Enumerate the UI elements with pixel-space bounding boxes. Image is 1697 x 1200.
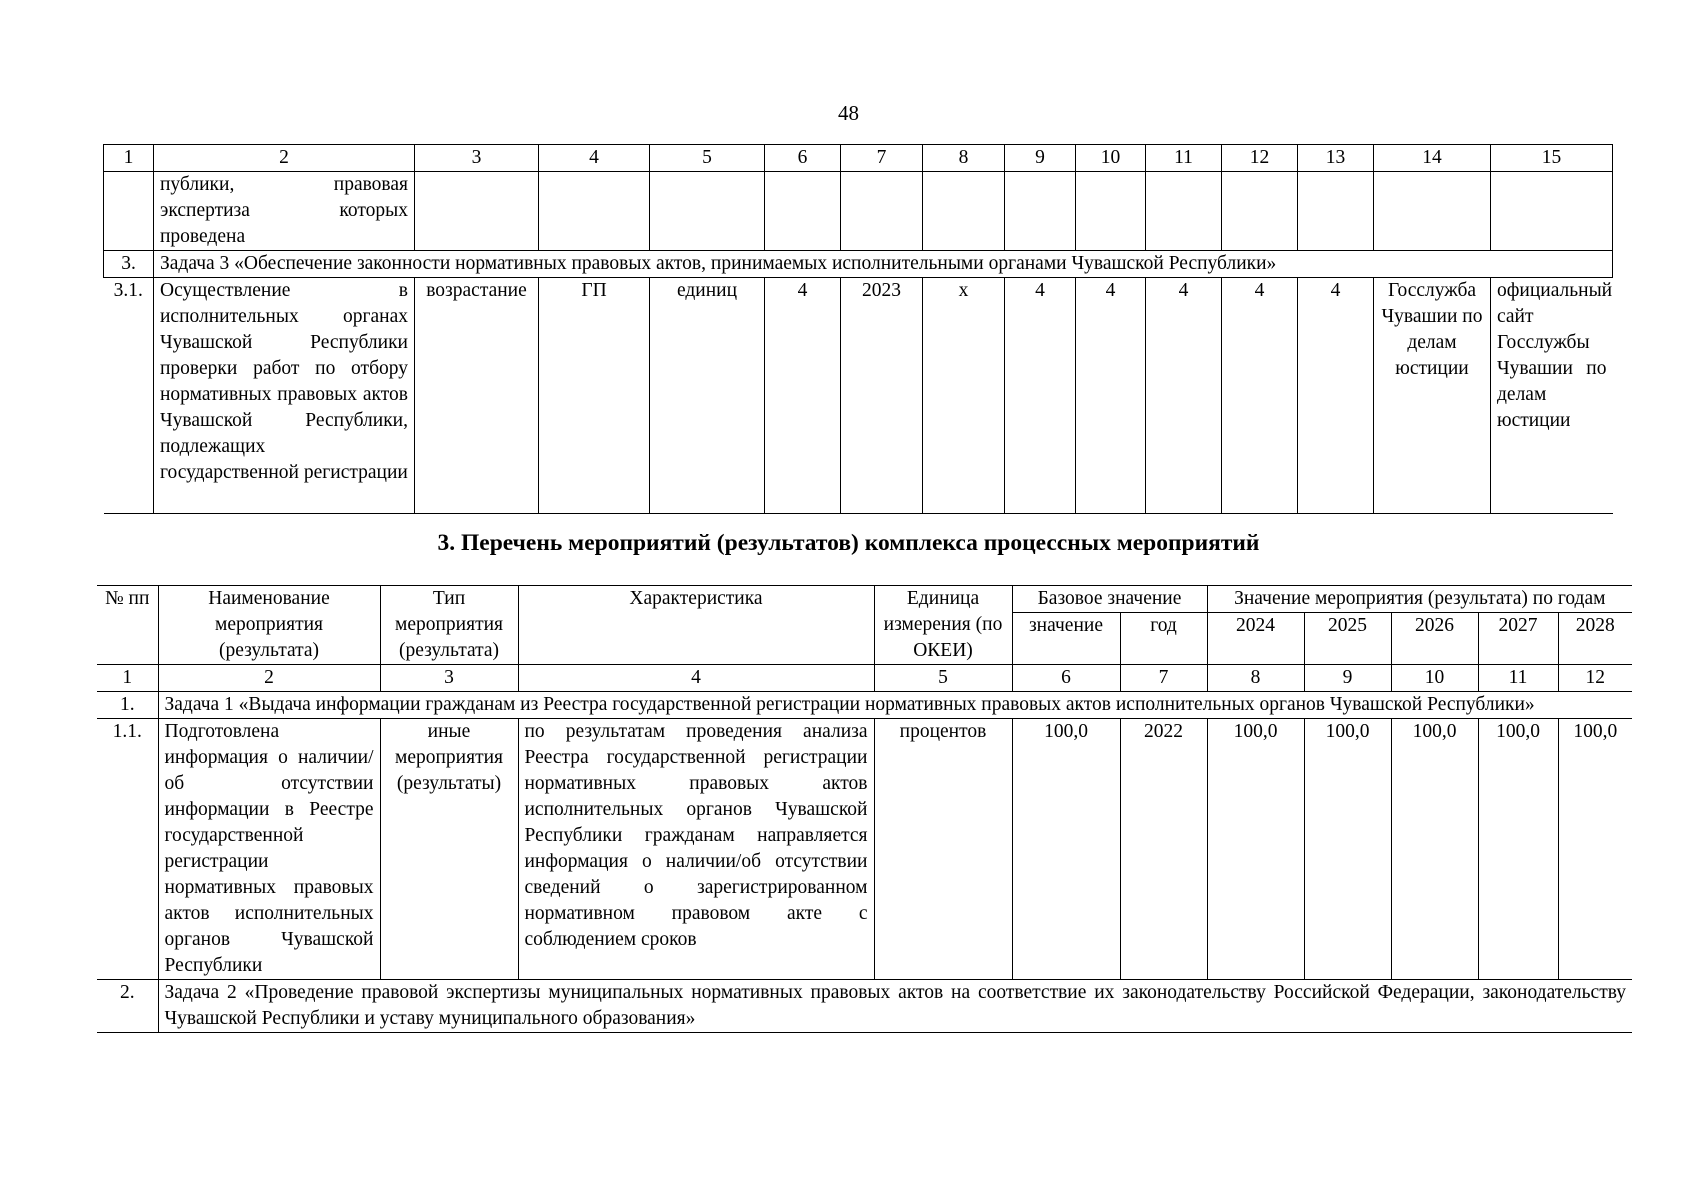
measure-name: Подготовлена информация о наличии/об отсутствии информации в Реестре государственной регистрации нормативных правовых актов исполнительных органов Чувашской Республики (158, 719, 380, 980)
table-row (97, 719, 1632, 980)
measure-name: Осуществление в исполнительных органах Чувашской Республики проверки работ по отбору нормативных правовых актов Чувашской Республики, подлежащих государственной регистрации (154, 278, 415, 514)
header-base: Базовое значение (1012, 586, 1207, 613)
col-number: 1 (97, 665, 158, 692)
task-title: Задача 2 «Проведение правовой экспертизы муниципальных нормативных правовых актов на соответствие их законодательству Российской Федерации, законодательству Чувашской Республики и уставу муниципального образования» (158, 980, 1632, 1033)
unit: процентов (874, 719, 1012, 980)
header-year: 2025 (1304, 613, 1391, 665)
header-year: 2024 (1207, 613, 1304, 665)
header-characteristic: Характеристика (518, 586, 874, 665)
page-number: 48 (838, 101, 859, 125)
task-title: Задача 3 «Обеспечение законности нормативных правовых актов, принимаемых исполнительными органами Чувашской Республики» (154, 251, 1613, 278)
col-number: 6 (1012, 665, 1120, 692)
value-cell: 4 (1076, 278, 1146, 514)
col-number: 15 (1491, 145, 1613, 172)
value-2026: 100,0 (1391, 719, 1478, 980)
col-number: 14 (1374, 145, 1491, 172)
col-number: 4 (518, 665, 874, 692)
header-name: Наименование мероприятия (результата) (158, 586, 380, 665)
col-number: 6 (765, 145, 841, 172)
header-year: 2028 (1558, 613, 1632, 665)
measure-name-continuation: публики, правовая экспертиза которых проведена (154, 172, 415, 251)
header-type: Тип мероприятия (результата) (380, 586, 518, 665)
row-number: 1.1. (97, 719, 158, 980)
value-2028: 100,0 (1558, 719, 1632, 980)
col-number: 9 (1304, 665, 1391, 692)
col-number: 11 (1478, 665, 1558, 692)
column-number-row (104, 145, 1613, 172)
value-cell: 4 (1146, 278, 1222, 514)
col-number: 5 (650, 145, 765, 172)
header-year: 2026 (1391, 613, 1478, 665)
col-number: 1 (104, 145, 154, 172)
task-number: 1. (97, 692, 158, 719)
level: ГП (539, 278, 650, 514)
value-2024: 100,0 (1207, 719, 1304, 980)
value-cell: 4 (1298, 278, 1374, 514)
col-number: 13 (1298, 145, 1374, 172)
task-row (97, 980, 1632, 1033)
base-year: 2022 (1120, 719, 1207, 980)
header-number: № пп (97, 586, 158, 665)
col-number: 4 (539, 145, 650, 172)
measures-table (97, 585, 1632, 1033)
base-value: 4 (765, 278, 841, 514)
task-number: 2. (97, 980, 158, 1033)
task-title: Задача 1 «Выдача информации гражданам из Реестра государственной регистрации нормативных правовых актов исполнительных органов Чувашской Республики» (158, 692, 1632, 719)
task-row (104, 251, 1613, 278)
col-number: 8 (923, 145, 1005, 172)
col-number: 11 (1146, 145, 1222, 172)
base-value: 100,0 (1012, 719, 1120, 980)
col-number: 10 (1391, 665, 1478, 692)
col-number: 10 (1076, 145, 1146, 172)
col-number: 3 (415, 145, 539, 172)
value-2025: 100,0 (1304, 719, 1391, 980)
base-year: 2023 (841, 278, 923, 514)
col-number: 2 (158, 665, 380, 692)
task-number: 3. (104, 251, 154, 278)
task-row (97, 692, 1632, 719)
measure-type: иные мероприятия (результаты) (380, 719, 518, 980)
header-base-value: значение (1012, 613, 1120, 665)
header-unit: Единица измерения (по ОКЕИ) (874, 586, 1012, 665)
col-number: 3 (380, 665, 518, 692)
value-2027: 100,0 (1478, 719, 1558, 980)
table-row (104, 278, 1613, 514)
col-number: 2 (154, 145, 415, 172)
header-years-title: Значение мероприятия (результата) по годам (1207, 586, 1632, 613)
trend: возрастание (415, 278, 539, 514)
unit: единиц (650, 278, 765, 514)
value-cell: 4 (1005, 278, 1076, 514)
measure-characteristic: по результатам проведения анализа Реестра государственной регистрации нормативных правовых актов исполнительных органов Чувашской Республики гражданам направляется информация о наличии/об отсутствии сведений о зарегистрированном нормативном правовом акте с соблюдением сроков (518, 719, 874, 980)
col-number: 9 (1005, 145, 1076, 172)
responsible: Госслужба Чувашии по делам юстиции (1374, 278, 1491, 514)
section-title: 3. Перечень мероприятий (результатов) комплекса процессных мероприятий (437, 530, 1260, 556)
row-number: 3.1. (104, 278, 154, 514)
info-source: официальный сайт Госслужбы Чувашии по делам юстиции (1491, 278, 1613, 514)
continuation-table (103, 144, 1613, 514)
col-number: 8 (1207, 665, 1304, 692)
header-year: 2027 (1478, 613, 1558, 665)
col-number: 12 (1558, 665, 1632, 692)
continuation-row (104, 172, 1613, 251)
col-number: 7 (1120, 665, 1207, 692)
header-base-year: год (1120, 613, 1207, 665)
col-number: 5 (874, 665, 1012, 692)
col-number: 12 (1222, 145, 1298, 172)
value-cell: x (923, 278, 1005, 514)
col-number: 7 (841, 145, 923, 172)
value-cell: 4 (1222, 278, 1298, 514)
column-number-row (97, 665, 1632, 692)
